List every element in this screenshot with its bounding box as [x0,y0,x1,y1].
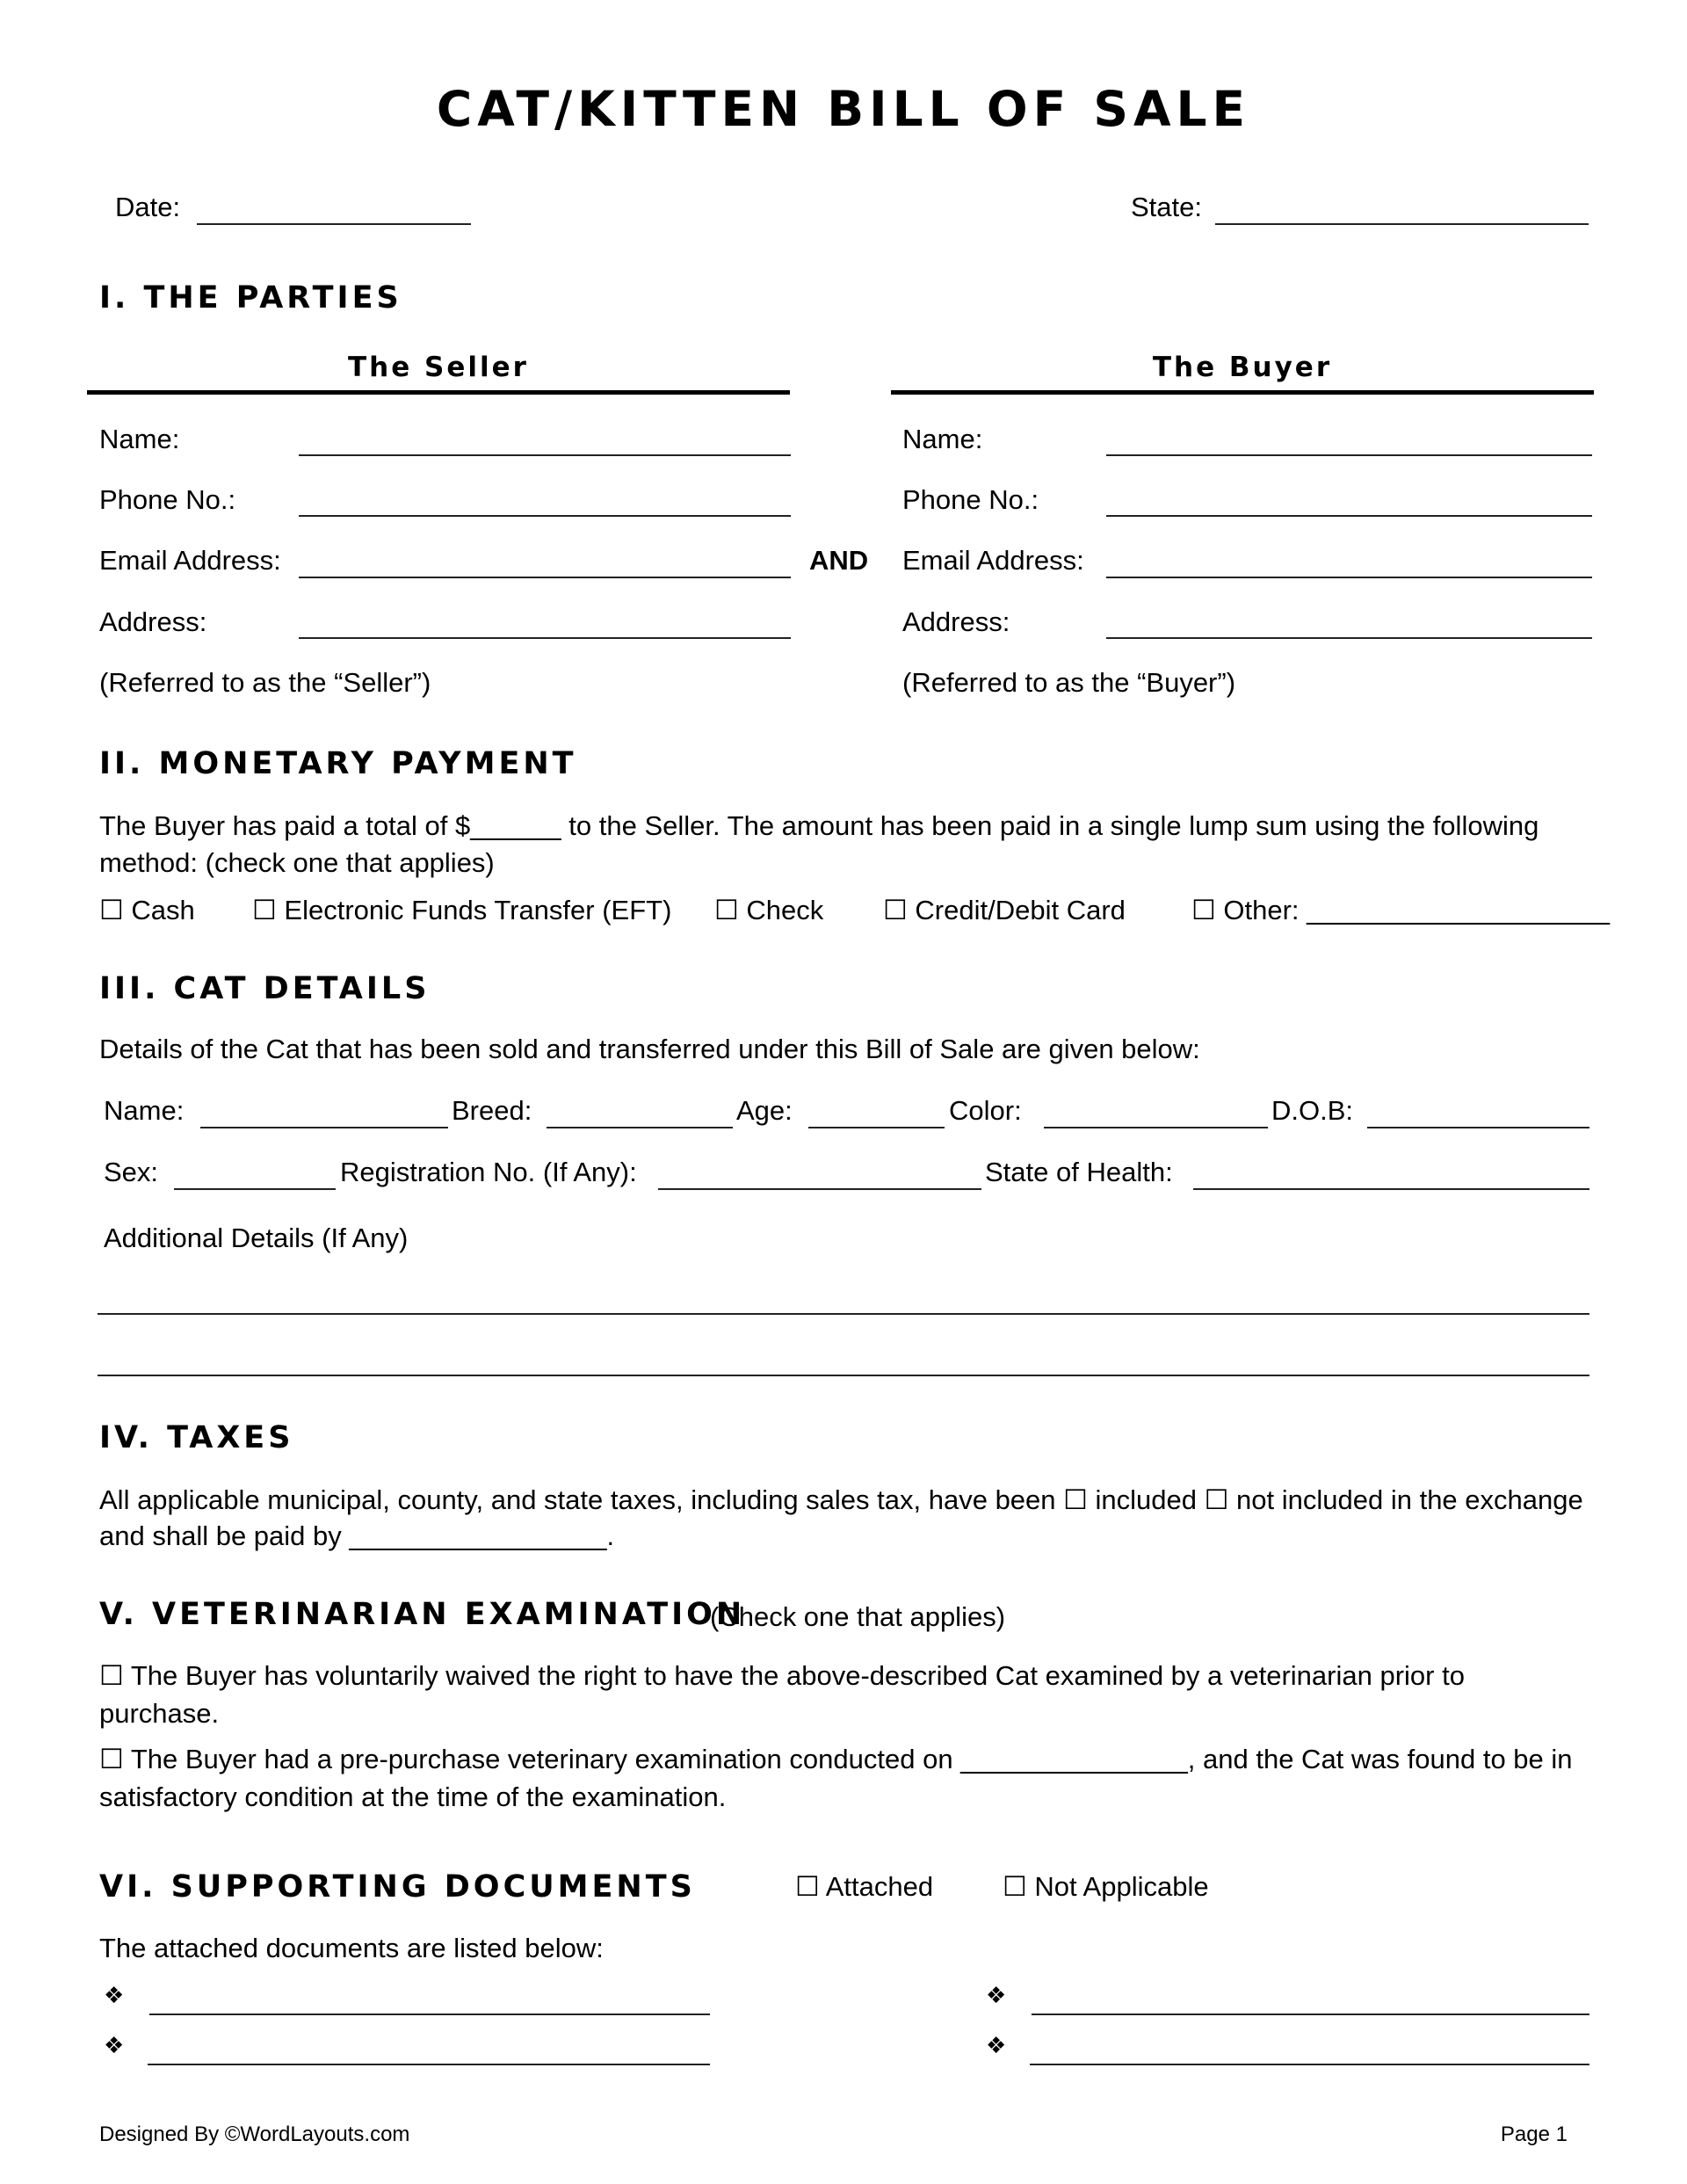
seller-phone-field[interactable] [299,515,791,517]
seller-address-field[interactable] [299,637,791,639]
cat-color-label: Color: [949,1095,1022,1126]
payment-option-card[interactable]: ☐ Credit/Debit Card [883,895,1126,925]
date-field[interactable] [197,223,471,225]
section-heading-taxes: IV. TAXES [99,1420,294,1455]
seller-title: The Seller [348,352,529,383]
page-number: Page 1 [1500,2122,1568,2146]
cat-breed-label: Breed: [452,1095,532,1126]
section-heading-parties: I. THE PARTIES [99,280,402,316]
buyer-address-field[interactable] [1106,637,1592,639]
section-heading-vet: V. VETERINARIAN EXAMINATION [99,1597,746,1632]
payment-option-cash[interactable]: ☐ Cash [99,895,195,925]
seller-referred-note: (Referred to as the “Seller”) [99,667,431,698]
taxes-text-line2: and shall be paid by _________________. [99,1520,615,1551]
diamond-bullet-icon: ❖ [986,1982,1007,2008]
vet-option-examined-cont: satisfactory condition at the time of the examination. [99,1781,727,1812]
state-field[interactable] [1215,223,1589,225]
cat-registration-label: Registration No. (If Any): [340,1157,637,1187]
buyer-phone-field[interactable] [1106,515,1592,517]
cat-age-field[interactable] [808,1127,945,1128]
cat-breed-field[interactable] [547,1127,733,1128]
cat-details-intro: Details of the Cat that has been sold and transferred under this Bill of Sale are given below: [99,1034,1200,1064]
cat-health-field[interactable] [1193,1188,1589,1190]
payment-text-line1: The Buyer has paid a total of $______ to the Seller. The amount has been paid in a single lump sum using the following [99,810,1539,841]
cat-sex-label: Sex: [104,1157,159,1187]
cat-color-field[interactable] [1044,1127,1268,1128]
cat-additional-line-1[interactable] [98,1313,1589,1315]
seller-divider [87,390,790,395]
buyer-email-label: Email Address: [902,545,1084,576]
document-line-2[interactable] [148,2064,710,2065]
seller-email-label: Email Address: [99,545,281,576]
buyer-address-label: Address: [902,606,1010,637]
vet-option-waived-cont: purchase. [99,1698,220,1729]
diamond-bullet-icon: ❖ [986,2032,1007,2058]
vet-note: (Check one that applies) [710,1601,1006,1632]
section-heading-documents: VI. SUPPORTING DOCUMENTS [99,1869,696,1905]
payment-option-eft[interactable]: ☐ Electronic Funds Transfer (EFT) [252,895,672,925]
and-label: AND [809,545,869,576]
section-heading-cat-details: III. CAT DETAILS [99,971,431,1006]
cat-sex-field[interactable] [174,1188,336,1190]
cat-name-field[interactable] [200,1127,448,1128]
cat-dob-field[interactable] [1367,1127,1589,1128]
diamond-bullet-icon: ❖ [104,2032,125,2058]
seller-name-field[interactable] [299,454,791,456]
payment-option-other[interactable]: ☐ Other: ____________________ [1191,895,1610,925]
buyer-referred-note: (Referred to as the “Buyer”) [902,667,1236,698]
state-label: State: [1131,192,1202,222]
diamond-bullet-icon: ❖ [104,1982,125,2008]
cat-additional-line-2[interactable] [98,1375,1589,1376]
seller-email-field[interactable] [299,577,791,578]
document-line-3[interactable] [1032,2013,1589,2015]
buyer-divider [891,390,1594,395]
cat-age-label: Age: [736,1095,793,1126]
payment-option-check[interactable]: ☐ Check [714,895,824,925]
documents-attached-option[interactable]: ☐ Attached [795,1871,934,1902]
buyer-title: The Buyer [1152,352,1333,383]
section-heading-payment: II. MONETARY PAYMENT [99,746,577,781]
payment-text-line2: method: (check one that applies) [99,847,495,878]
document-title: CAT/KITTEN BILL OF SALE [436,81,1251,137]
seller-phone-label: Phone No.: [99,484,236,515]
date-label: Date: [115,192,181,222]
seller-name-label: Name: [99,424,180,454]
vet-option-waived[interactable]: ☐ The Buyer has voluntarily waived the right to have the above-described Cat examined by a veterinarian prior to [99,1660,1465,1691]
buyer-name-label: Name: [902,424,983,454]
taxes-text-line1: All applicable municipal, county, and state taxes, including sales tax, have been ☐ included ☐ not included in the exchange [99,1484,1583,1515]
documents-not-applicable-option[interactable]: ☐ Not Applicable [1003,1871,1209,1902]
footer-credit: Designed By ©WordLayouts.com [99,2122,410,2146]
buyer-phone-label: Phone No.: [902,484,1039,515]
vet-option-examined[interactable]: ☐ The Buyer had a pre-purchase veterinary examination conducted on _______________, and the Cat was found to be in [99,1744,1573,1774]
cat-registration-field[interactable] [658,1188,981,1190]
document-line-1[interactable] [149,2013,710,2015]
cat-additional-label: Additional Details (If Any) [104,1223,409,1253]
documents-intro: The attached documents are listed below: [99,1933,604,1963]
buyer-email-field[interactable] [1106,577,1592,578]
buyer-name-field[interactable] [1106,454,1592,456]
document-line-4[interactable] [1030,2064,1589,2065]
cat-dob-label: D.O.B: [1271,1095,1354,1126]
cat-name-label: Name: [104,1095,185,1126]
cat-health-label: State of Health: [985,1157,1173,1187]
seller-address-label: Address: [99,606,207,637]
